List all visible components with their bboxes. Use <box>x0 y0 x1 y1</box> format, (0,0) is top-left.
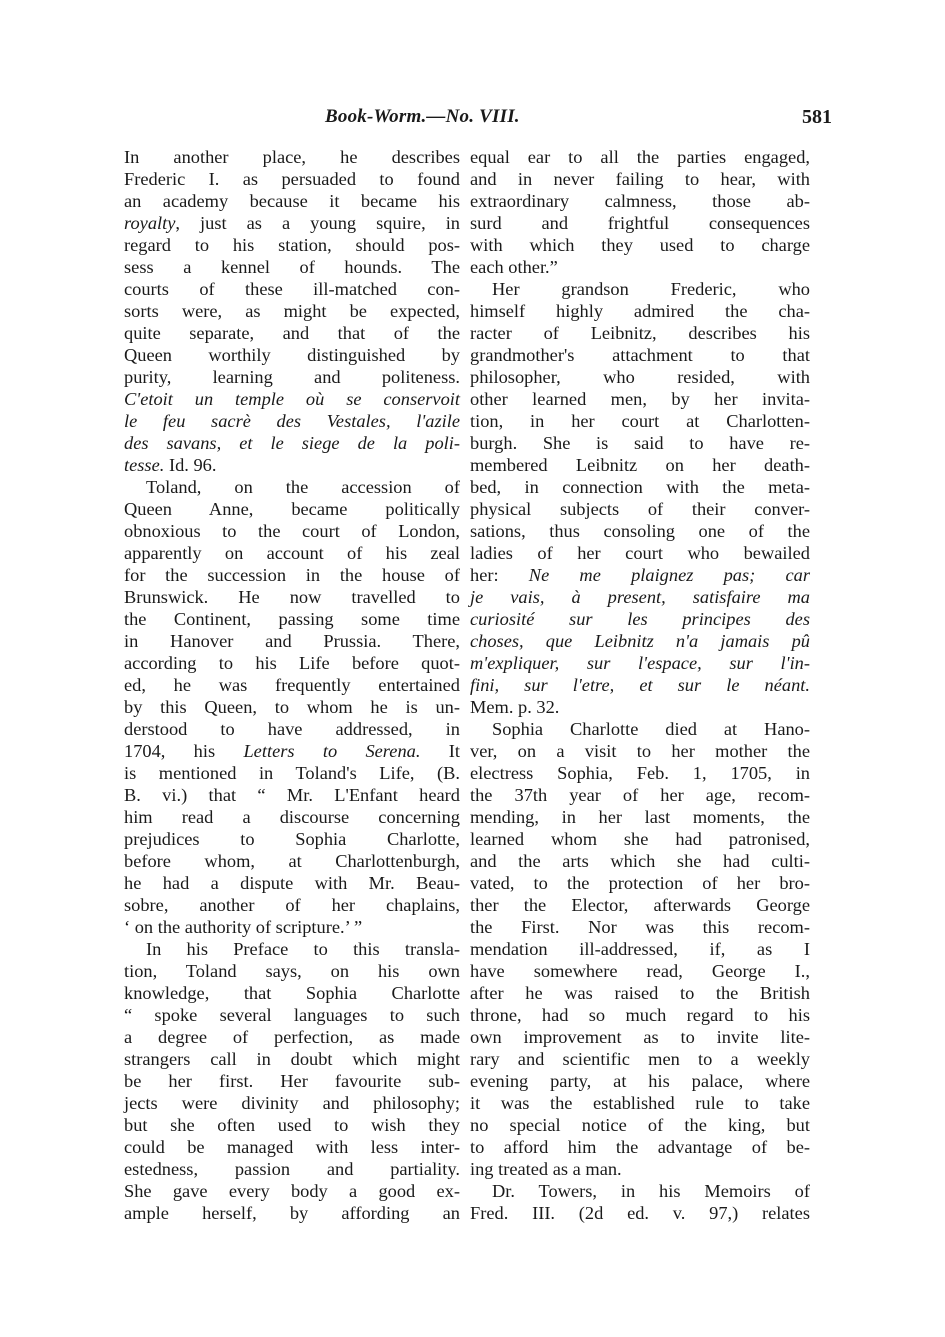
text-line: She gave every body a good ex- <box>124 1181 460 1201</box>
right-text-column <box>470 146 810 1224</box>
text-line: for the succession in the house of <box>124 565 460 585</box>
text-line: her: Ne me plaignez pas; car <box>470 565 810 585</box>
text-line: tesse. Id. 96. <box>124 455 217 475</box>
italic-phrase: tesse. <box>124 455 165 475</box>
text-line: and the arts which she had culti- <box>470 851 810 871</box>
text-line: courts of these ill-matched con- <box>124 279 460 299</box>
text-line: ther the Elector, afterwards George <box>470 895 810 915</box>
text-line: apparently on account of his zeal <box>124 543 460 563</box>
italic-phrase: royalty <box>124 213 176 233</box>
text-line: mending, in her last moments, the <box>470 807 810 827</box>
text-line: m'expliquer, sur l'espace, sur l'in- <box>470 653 810 673</box>
text-line: own improvement as to invite lite- <box>470 1027 810 1047</box>
left-text-column <box>124 146 460 1224</box>
text-line: regard to his station, should pos- <box>124 235 460 255</box>
text-line: sobre, another of her chaplains, <box>124 895 460 915</box>
text-line: tion, in her court at Charlotten- <box>470 411 810 431</box>
text-line: sorts were, as might be expected, <box>124 301 460 321</box>
text-line: by this Queen, to whom he is un- <box>124 697 460 717</box>
text-line: equal ear to all the parties engaged, <box>470 147 810 167</box>
text-line: the 37th year of her age, recom- <box>470 785 810 805</box>
text-line: choses, que Leibnitz n'a jamais pû <box>470 631 810 651</box>
text-line: purity, learning and politeness. <box>124 367 460 387</box>
text-line: Mem. p. 32. <box>470 697 560 717</box>
text-line: have somewhere read, George I., <box>470 961 810 981</box>
text-line: knowledge, that Sophia Charlotte <box>124 983 460 1003</box>
text-line: surd and frightful consequences <box>470 213 810 233</box>
text-line: in Hanover and Prussia. There, <box>124 631 460 651</box>
text-line: ed, he was frequently entertained <box>124 675 460 695</box>
text-line: racter of Leibnitz, describes his <box>470 323 810 343</box>
text-line: Dr. Towers, in his Memoirs of <box>492 1181 810 1201</box>
text-line: prejudices to Sophia Charlotte, <box>124 829 460 849</box>
text-line: vated, to the protection of her bro- <box>470 873 810 893</box>
text-line: according to his Life before quot- <box>124 653 460 673</box>
italic-phrase: Ne me plaignez pas; car <box>528 565 810 585</box>
text-line: no special notice of the king, but <box>470 1115 810 1135</box>
text-line: other learned men, by her invita- <box>470 389 810 409</box>
text-line: 1704, his Letters to Serena. It <box>124 741 460 761</box>
text-line: In another place, he describes <box>124 147 460 167</box>
text-line: obnoxious to the court of London, <box>124 521 460 541</box>
text-line: with which they used to charge <box>470 235 810 255</box>
text-line: it was the established rule to take <box>470 1093 810 1113</box>
text-line: extraordinary calmness, those ab- <box>470 191 810 211</box>
text-line: physical subjects of their conver- <box>470 499 810 519</box>
text-line: des savans, et le siege de la poli- <box>124 433 460 453</box>
text-line: but she often used to wish they <box>124 1115 460 1135</box>
text-line: philosopher, who resided, with <box>470 367 810 387</box>
text-line: grandmother's attachment to that <box>470 345 810 365</box>
text-line: quite separate, and that of the <box>124 323 460 343</box>
text-line: be her first. Her favourite sub- <box>124 1071 460 1091</box>
text-line: before whom, at Charlottenburgh, <box>124 851 460 871</box>
text-line: the Continent, passing some time <box>124 609 460 629</box>
text-line: strangers call in doubt which might <box>124 1049 460 1069</box>
text-line: is mentioned in Toland's Life, (B. <box>124 763 460 783</box>
text-line: sations, thus consoling one of the <box>470 521 810 541</box>
text-line: an academy because it became his <box>124 191 460 211</box>
text-line: each other.” <box>470 257 558 277</box>
text-line: sess a kennel of hounds. The <box>124 257 460 277</box>
text-line: jects were divinity and philosophy; <box>124 1093 460 1113</box>
text-line: a degree of perfection, as made <box>124 1027 460 1047</box>
text-line: membered Leibnitz on her death- <box>470 455 810 475</box>
text-line: throne, had so much regard to his <box>470 1005 810 1025</box>
text-line: B. vi.) that “ Mr. L'Enfant heard <box>124 785 460 805</box>
text-line: ladies of her court who bewailed <box>470 543 810 563</box>
italic-phrase: Letters to Serena. <box>243 741 421 761</box>
text-line: estedness, passion and partiality. <box>124 1159 460 1179</box>
text-line: tion, Toland says, on his own <box>124 961 460 981</box>
text-line: ample herself, by affording an <box>124 1203 460 1223</box>
text-line: je vais, à present, satisfaire ma <box>470 587 810 607</box>
text-line: himself highly admired the cha- <box>470 301 810 321</box>
text-line: C'etoit un temple où se conservoit <box>124 389 460 409</box>
text-line: Her grandson Frederic, who <box>492 279 810 299</box>
text-line: mendation ill-addressed, if, as I <box>470 939 810 959</box>
text-line: fini, sur l'etre, et sur le néant. <box>470 675 810 695</box>
text-line: Toland, on the accession of <box>146 477 460 497</box>
text-line: derstood to have addressed, in <box>124 719 460 739</box>
text-line: Fred. III. (2d ed. v. 97,) relates <box>470 1203 810 1223</box>
text-line: Queen Anne, became politically <box>124 499 460 519</box>
text-line: to afford him the advantage of be- <box>470 1137 810 1157</box>
text-line: Queen worthily distinguished by <box>124 345 460 365</box>
text-line: he had a dispute with Mr. Beau- <box>124 873 460 893</box>
text-line: Brunswick. He now travelled to <box>124 587 460 607</box>
text-line: could be managed with less inter- <box>124 1137 460 1157</box>
text-line: ver, on a visit to her mother the <box>470 741 810 761</box>
text-line: after he was raised to the British <box>470 983 810 1003</box>
text-line: “ spoke several languages to such <box>124 1005 460 1025</box>
text-line: ing treated as a man. <box>470 1159 622 1179</box>
text-line: burgh. She is said to have re- <box>470 433 810 453</box>
text-line: curiosité sur les principes des <box>470 609 810 629</box>
text-line: le feu sacrè des Vestales, l'azile <box>124 411 460 431</box>
text-line: In his Preface to this transla- <box>146 939 460 959</box>
text-line: Sophia Charlotte died at Hano- <box>492 719 810 739</box>
text-line: ‘ on the authority of scripture.’ ” <box>124 917 363 937</box>
text-line: evening party, at his palace, where <box>470 1071 810 1091</box>
text-line: Frederic I. as persuaded to found <box>124 169 460 189</box>
text-line: royalty, just as a young squire, in <box>124 213 460 233</box>
running-title: Book-Worm.—No. VIII. <box>325 106 520 127</box>
text-line: him read a discourse concerning <box>124 807 460 827</box>
text-line: and in never failing to hear, with <box>470 169 810 189</box>
page-number: 581 <box>802 106 832 128</box>
text-line: bed, in connection with the meta- <box>470 477 810 497</box>
text-line: learned whom she had patronised, <box>470 829 810 849</box>
text-line: the First. Nor was this recom- <box>470 917 810 937</box>
text-line: electress Sophia, Feb. 1, 1705, in <box>470 763 810 783</box>
running-head <box>120 106 832 136</box>
text-line: rary and scientific men to a weekly <box>470 1049 810 1069</box>
